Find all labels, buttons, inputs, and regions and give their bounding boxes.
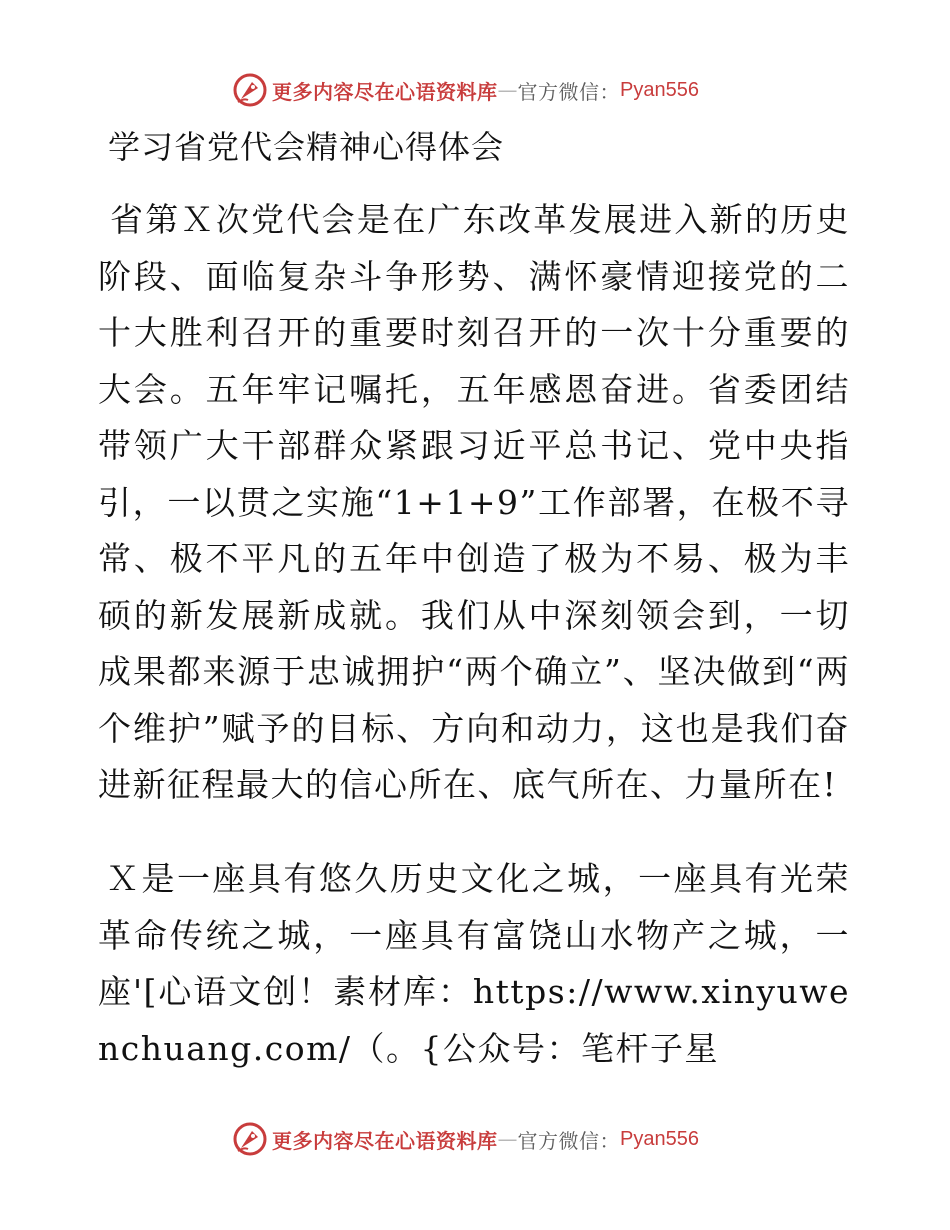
watermark-wechat-id: Pyan556	[620, 78, 699, 101]
watermark-dash: —	[497, 1127, 518, 1151]
pen-nib-logo-icon	[232, 1121, 268, 1157]
watermark-text: 更多内容尽在心语资料库	[272, 1128, 498, 1153]
header-watermark	[232, 70, 699, 110]
watermark-wechat-label: 官方微信：	[517, 79, 620, 104]
watermark-wechat-id: Pyan556	[620, 1127, 699, 1150]
footer-watermark	[232, 1119, 699, 1159]
document-title: 学习省党代会精神心得体会	[108, 128, 505, 166]
watermark-dash: —	[497, 78, 518, 102]
watermark-wechat-label: 官方微信：	[517, 1128, 620, 1153]
pen-nib-logo-icon	[232, 72, 268, 108]
paragraph-2: Ｘ是一座具有悠久历史文化之城，一座具有光荣革命传统之城，一座具有富饶山水物产之城，一座'[心语文创！素材库：https://www.xinyuwenchuang.com/（。{公众号：笔杆子星	[98, 859, 850, 1068]
paragraph-1: 省第Ｘ次党代会是在广东改革发展进入新的历史阶段、面临复杂斗争形势、满怀豪情迎接党的二十大胜利召开的重要时刻召开的一次十分重要的大会。五年牢记嘱托，五年感恩奋进。省委团结带领广大干部群众紧跟习近平总书记、党中央指引，一以贯之实施“1+1+9”工作部署，在极不寻常、极不平凡的五年中创造了极为不易、极为丰硕的新发展新成就。我们从中深刻领会到，一切成果都来源于忠诚拥护“两个确立”、坚决做到“两个维护”赋予的目标、方向和动力，这也是我们奋进新征程最大的信心所在、底气所在、力量所在!	[98, 200, 850, 804]
watermark-text: 更多内容尽在心语资料库	[272, 79, 498, 104]
